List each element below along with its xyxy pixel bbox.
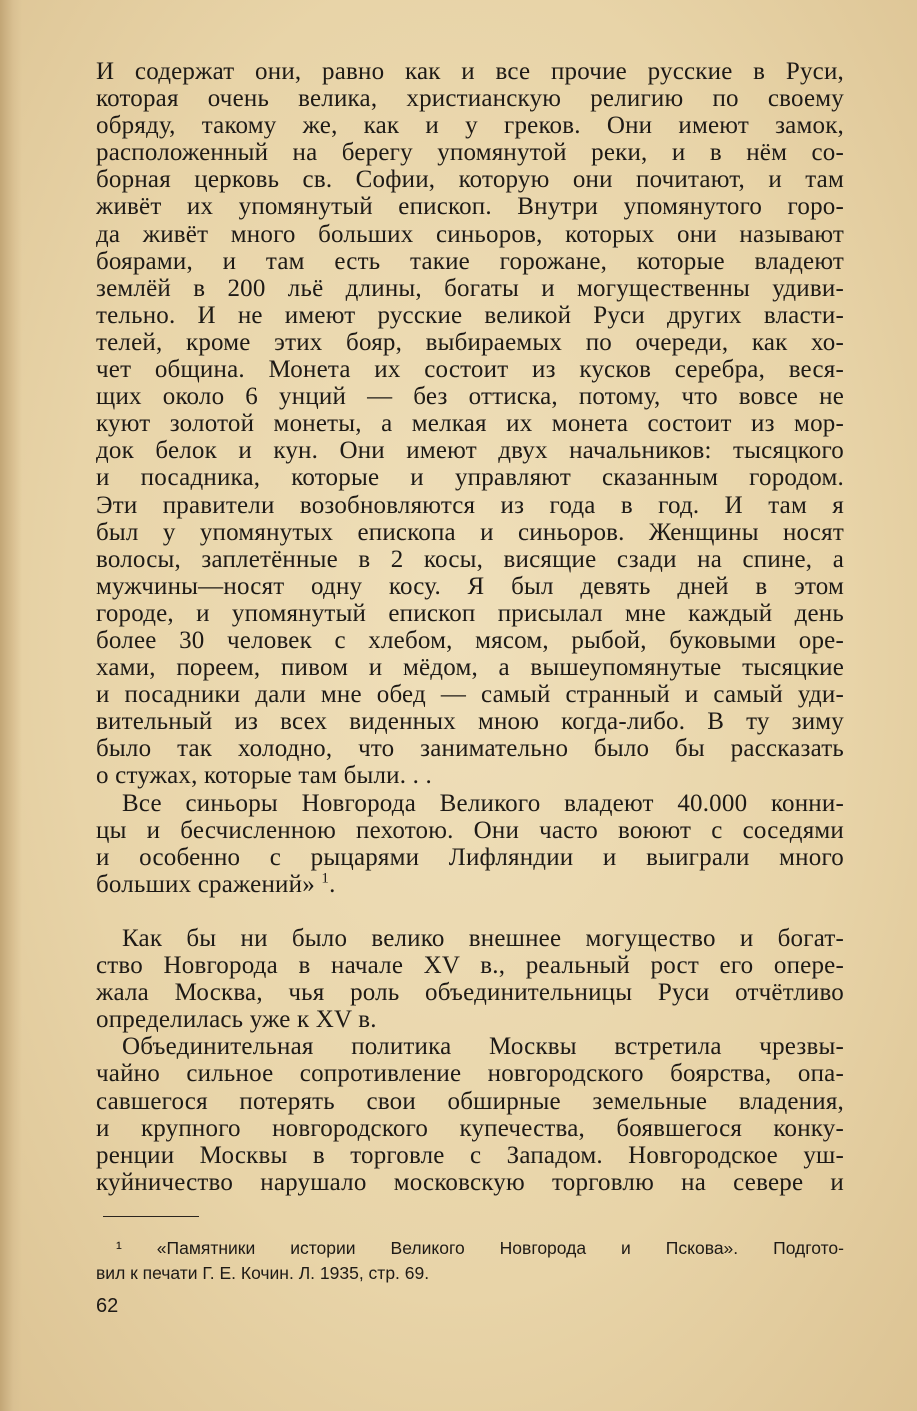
text-line: хами, пореем, пивом и мёдом, а вышеупомянутые тысяцкие [96, 654, 844, 682]
text-line: И содержат они, равно как и все прочие русские в Руси, [96, 58, 844, 85]
text-line: и посадники дали мне обед — самый странный и самый уди- [96, 681, 844, 709]
text-line: чайно сильное сопротивление новгородского боярства, опа- [96, 1060, 844, 1088]
text-line: Как бы ни было велико внешнее могущество и богат- [122, 925, 844, 952]
text-line: тельно. И не имеют русские великой Руси других власти- [96, 301, 844, 329]
footnote-divider [103, 1216, 199, 1217]
text-line: борная церковь св. Софии, которую они почитают, и там [96, 166, 844, 194]
text-line: Объединительная политика Москвы встретила чрезвы- [122, 1033, 844, 1061]
text-line: жала Москва, чья роль объединительницы Руси отчётливо [96, 979, 844, 1007]
text-line: куйничество нарушало московскую торговлю на севере и [96, 1168, 844, 1196]
page-number: 62 [96, 1295, 119, 1317]
spine-shadow [0, 0, 22, 1411]
text-line: ренции Москвы в торговле с Западом. Новгородское уш- [96, 1141, 844, 1169]
text-line: живёт их упомянутый епископ. Внутри упомянутого горо- [96, 193, 844, 221]
text-line: землёй в 200 льё длины, богаты и могущественны удиви- [96, 274, 844, 302]
text-line: больших сражений» $^1$. [96, 870, 336, 898]
text-line: был у упомянутых епископа и синьоров. Женщины носят [96, 518, 844, 546]
footnote-reference: 1 [321, 870, 330, 887]
text-line: да живёт много больших синьоров, которых они называют [96, 220, 844, 248]
text-line: и посадника, которые и управляют сказанным городом. [96, 464, 844, 492]
text-line: было так холодно, что занимательно было бы рассказать [96, 735, 844, 763]
text-line: щих около 6 унций — без оттиска, потому, что вовсе не [96, 383, 844, 411]
text-line: обряду, такому же, как и у греков. Они имеют замок, [96, 112, 844, 140]
text-line: цы и бесчисленною пехотою. Они часто воюют с соседями [96, 816, 844, 844]
text-line: Все синьоры Новгорода Великого владеют 40.000 конни- [122, 789, 844, 817]
text-line: о стужах, которые там были. . . [96, 762, 432, 790]
main-text-block [96, 925, 844, 1196]
text-line: савшегося потерять свои обширные земельные владения, [96, 1087, 844, 1115]
text-line: которая очень велика, христианскую религию по своему [96, 85, 844, 113]
text-line: мужчины—носят одну косу. Я был девять дней в этом [96, 572, 844, 600]
text-line: Эти правители возобновляются из года в год. И там я [96, 491, 844, 519]
text-line: чет община. Монета их состоит из кусков серебра, веся- [96, 356, 844, 384]
text-line: расположенный на берегу упомянутой реки, и в нём со- [96, 139, 844, 167]
footnote-line: ¹ «Памятники истории Великого Новгорода и Пскова». Подгото- [116, 1238, 844, 1258]
text-line: более 30 человек с хлебом, мясом, рыбой, буковыми оре- [96, 626, 844, 654]
text-line: куют золотой монеты, а мелкая их монета состоит из мор- [96, 410, 844, 438]
text-line: вительный из всех виденных мною когда-либо. В ту зиму [96, 708, 844, 736]
text-line: телей, кроме этих бояр, выбираемых по очереди, как хо- [96, 328, 844, 356]
text-line: определилась уже к XV в. [96, 1006, 377, 1034]
quoted-text-block [96, 58, 844, 898]
text-line: боярами, и там есть такие горожане, которые владеют [96, 247, 844, 275]
text-line: и крупного новгородского купечества, боявшегося конку- [96, 1114, 844, 1142]
footnote-line: вил к печати Г. Е. Кочин. Л. 1935, стр. 69. [96, 1263, 430, 1283]
text-line: городе, и упомянутый епископ присылал мне каждый день [96, 599, 844, 627]
text-line: ство Новгорода в начале XV в., реальный рост его опере- [96, 952, 844, 980]
text-line: волосы, заплетённые в 2 косы, висящие сзади на спине, а [96, 545, 844, 573]
text-line-content: больших сражений» [96, 870, 315, 898]
footnote [96, 1236, 844, 1286]
text-line: док белок и кун. Они имеют двух начальников: тысяцкого [96, 437, 844, 465]
text-line: и особенно с рыцарями Лифляндии и выиграли много [96, 843, 844, 871]
